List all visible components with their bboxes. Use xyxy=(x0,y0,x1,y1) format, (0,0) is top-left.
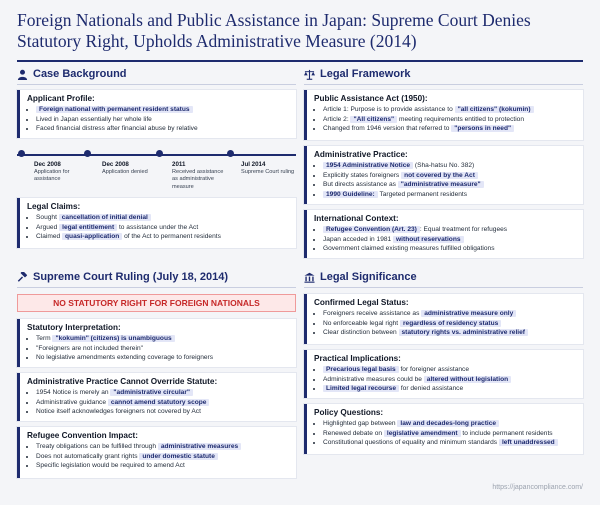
bullet-item xyxy=(323,375,577,385)
bullet-list xyxy=(314,419,577,448)
bullet-text: Highlighted gap between xyxy=(323,420,398,427)
bullet-item xyxy=(323,244,577,254)
timeline-dot xyxy=(84,150,91,157)
bullet-text: (Sha-hatsu No. 382) xyxy=(413,162,475,169)
highlight-text: regardless of residency status xyxy=(400,320,501,327)
ruling-banner: NO STATUTORY RIGHT FOR FOREIGN NATIONALS xyxy=(17,294,296,312)
bullet-item xyxy=(323,384,577,394)
administrative-practice-card xyxy=(304,146,583,204)
bullet-text: Clear distinction between xyxy=(323,329,399,337)
case-background-rule xyxy=(17,84,296,85)
bullet-item xyxy=(323,328,577,338)
bullet-text: But directs assistance as xyxy=(323,181,398,189)
bullet-list xyxy=(27,105,290,134)
bullet-text: Administrative measures could be xyxy=(323,375,424,383)
applicant-profile-card xyxy=(17,90,296,138)
card-title: Practical Implications: xyxy=(314,354,401,363)
bullet-text: for denied assistance xyxy=(399,385,464,393)
bullet-item xyxy=(323,105,577,115)
highlight-text: 1954 Administrative Notice xyxy=(323,162,413,169)
bullet-text: Japan acceded in 1981 xyxy=(323,235,394,243)
policy-questions-card xyxy=(304,404,583,454)
bullet-text: Foreigners receive assistance as xyxy=(323,310,422,317)
bullet-item xyxy=(36,334,290,344)
highlight-text: "All citizens" xyxy=(350,116,397,123)
ruling-title: Supreme Court Ruling (July 18, 2014) xyxy=(33,271,228,283)
bullet-item xyxy=(323,180,577,190)
bullet-text: Explicitly states foreigners xyxy=(323,171,402,179)
card-title: Policy Questions: xyxy=(314,408,384,417)
highlight-text: statutory rights vs. administrative relief xyxy=(399,329,529,336)
bullet-text: Targeted permanent residents xyxy=(377,190,468,198)
bullet-item xyxy=(36,223,290,233)
page-title: Foreign Nationals and Public Assistance in Japan: Supreme Court Denies Statutory Right, Upholds Administrative Measure (2014) xyxy=(17,10,531,51)
scales-icon xyxy=(304,69,315,80)
timeline-dot xyxy=(227,150,234,157)
bullet-text: Government claimed existing measures fulfilled obligations xyxy=(323,245,495,253)
legal-status-card xyxy=(304,294,583,344)
card-title: Administrative Practice Cannot Override Statute: xyxy=(27,377,218,386)
timeline-date: 2011 xyxy=(172,161,186,168)
card-title: Confirmed Legal Status: xyxy=(314,298,409,307)
bullet-text: : Equal treatment for refugees xyxy=(419,226,508,233)
bullet-text: Faced financial distress after financial abuse by relative xyxy=(36,125,198,133)
card-title: International Context: xyxy=(314,214,399,223)
highlight-text: "all citizens" (kokumin) xyxy=(455,106,534,113)
card-title: Administrative Practice: xyxy=(314,150,408,159)
bullet-item xyxy=(36,213,290,223)
bullet-item xyxy=(323,161,577,171)
bullet-item xyxy=(36,442,290,452)
significance-title: Legal Significance xyxy=(320,271,417,283)
person-icon xyxy=(17,69,28,80)
highlight-text: "kokumin" (citizens) is unambiguous xyxy=(52,335,174,342)
timeline-date: Dec 2008 xyxy=(102,161,129,168)
bullet-item xyxy=(36,461,290,471)
bullet-item xyxy=(36,232,290,242)
ruling-rule xyxy=(17,287,296,288)
bullet-item xyxy=(36,124,290,134)
building-icon xyxy=(304,272,315,283)
footer-url: https://japancompliance.com/ xyxy=(492,484,583,491)
bullet-text: Notice itself acknowledges foreigners not covered by Act xyxy=(36,408,201,416)
bullet-text: Article 1: Purpose is to provide assistance to xyxy=(323,106,455,113)
bullet-text: No legislative amendments extending coverage to foreigners xyxy=(36,354,214,362)
bullet-list xyxy=(314,365,577,394)
bullet-item xyxy=(323,190,577,200)
case-background-title: Case Background xyxy=(33,68,127,80)
timeline-desc: Application for assistance xyxy=(34,169,70,183)
practice-override-card xyxy=(17,373,296,421)
statutory-interpretation-card xyxy=(17,319,296,367)
highlight-text: "persons in need" xyxy=(451,125,514,132)
case-timeline xyxy=(17,150,296,196)
highlight-text: administrative measure only xyxy=(421,310,516,317)
bullet-item xyxy=(36,344,290,354)
bullet-text: Renewed debate on xyxy=(323,429,384,437)
bullet-item xyxy=(323,438,577,448)
legal-framework-rule xyxy=(304,84,583,85)
ruling-heading xyxy=(17,271,228,283)
bullet-item xyxy=(36,407,290,417)
bullet-list xyxy=(27,334,290,363)
bullet-list xyxy=(314,309,577,338)
bullet-text: 1954 Notice is merely an xyxy=(36,389,111,396)
timeline-desc: Application denied xyxy=(102,169,148,175)
case-background-heading xyxy=(17,68,127,80)
highlight-text: cancellation of initial denial xyxy=(59,214,151,221)
bullet-item xyxy=(323,171,577,181)
bullet-item xyxy=(36,388,290,398)
highlight-text: legislative amendment xyxy=(384,430,461,437)
bullet-item xyxy=(323,235,577,245)
bullet-item xyxy=(323,115,577,125)
refugee-convention-card xyxy=(17,427,296,478)
highlight-text: not covered by the Act xyxy=(401,172,478,179)
bullet-item xyxy=(36,353,290,363)
bullet-text: Administrative guidance xyxy=(36,398,108,406)
highlight-text: left unaddressed xyxy=(499,439,558,446)
timeline-date: Dec 2008 xyxy=(34,161,61,168)
bullet-text: to assistance under the Act xyxy=(117,223,199,231)
card-title: Public Assistance Act (1950): xyxy=(314,94,428,103)
legal-claims-card xyxy=(17,198,296,248)
bullet-item xyxy=(323,419,577,429)
significance-rule xyxy=(304,287,583,288)
highlight-text: cannot amend statutory scope xyxy=(108,399,210,406)
bullet-text: meeting requirements entitled to protection xyxy=(397,115,525,123)
highlight-text: under domestic statute xyxy=(139,453,218,460)
bullet-item xyxy=(323,429,577,439)
legal-framework-heading xyxy=(304,68,410,80)
bullet-item xyxy=(323,319,577,329)
bullet-text: Term xyxy=(36,335,53,342)
bullet-list xyxy=(27,388,290,417)
bullet-item xyxy=(36,115,290,125)
card-title: Legal Claims: xyxy=(27,202,81,211)
bullet-item xyxy=(323,124,577,134)
bullet-list xyxy=(314,225,577,254)
highlight-text: Limited legal recourse xyxy=(323,385,399,392)
bullet-text: Changed from 1946 version that referred to xyxy=(323,125,452,133)
bullet-list xyxy=(314,105,577,134)
highlight-text: 1990 Guideline: xyxy=(323,191,378,198)
title-divider xyxy=(17,60,583,62)
legal-framework-title: Legal Framework xyxy=(320,68,411,80)
timeline-desc: Supreme Court ruling xyxy=(241,169,295,175)
bullet-text: Specific legislation would be required to amend Act xyxy=(36,462,185,470)
bullet-item xyxy=(36,105,290,115)
bullet-item xyxy=(323,309,577,319)
timeline-desc: Received assistance as administrative measure xyxy=(172,169,224,190)
highlight-text: altered without legislation xyxy=(424,376,511,383)
bullet-list xyxy=(27,213,290,242)
highlight-text: legal entitlement xyxy=(59,224,117,231)
bullet-list xyxy=(314,161,577,199)
international-context-card xyxy=(304,210,583,258)
bullet-text: Article 2: xyxy=(323,115,351,123)
highlight-text: Foreign national with permanent resident status xyxy=(36,106,193,113)
highlight-text: "administrative circular" xyxy=(110,389,193,396)
highlight-text: Precarious legal basis xyxy=(323,366,399,373)
bullet-text: for foreigner assistance xyxy=(398,366,470,373)
highlight-text: administrative measures xyxy=(158,443,241,450)
bullet-text: Claimed xyxy=(36,233,63,241)
bullet-item xyxy=(323,365,577,375)
timeline-dot xyxy=(18,150,25,157)
highlight-text: Refugee Convention (Art. 23) xyxy=(323,226,420,233)
bullet-text: Treaty obligations can be fulfilled through xyxy=(36,443,158,450)
bullet-text: to include permanent residents xyxy=(460,429,553,437)
bullet-text: Does not automatically grant rights xyxy=(36,452,140,460)
card-title: Statutory Interpretation: xyxy=(27,323,121,332)
bullet-text: Lived in Japan essentially her whole life xyxy=(36,115,152,123)
highlight-text: quasi-application xyxy=(62,233,122,240)
timeline-date: Jul 2014 xyxy=(241,161,266,168)
highlight-text: law and decades-long practice xyxy=(397,420,499,427)
significance-heading xyxy=(304,271,417,283)
highlight-text: without reservations xyxy=(393,236,464,243)
bullet-list xyxy=(27,442,290,471)
highlight-text: "administrative measure" xyxy=(398,181,484,188)
public-assistance-act-card xyxy=(304,90,583,140)
bullet-text: of the Act to permanent residents xyxy=(122,233,221,241)
bullet-item xyxy=(323,225,577,235)
card-title: Refugee Convention Impact: xyxy=(27,431,138,440)
gavel-icon xyxy=(17,272,28,283)
bullet-text: Argued xyxy=(36,223,60,231)
timeline-dot xyxy=(156,150,163,157)
card-title: Applicant Profile: xyxy=(27,94,95,103)
bullet-item xyxy=(36,452,290,462)
practical-implications-card xyxy=(304,350,583,398)
bullet-text: Sought xyxy=(36,214,59,221)
bullet-text: Constitutional questions of equality and minimum standards xyxy=(323,439,499,447)
bullet-item xyxy=(36,398,290,408)
bullet-text: No enforceable legal right xyxy=(323,319,400,327)
bullet-text: "Foreigners are not included therein" xyxy=(36,344,143,352)
